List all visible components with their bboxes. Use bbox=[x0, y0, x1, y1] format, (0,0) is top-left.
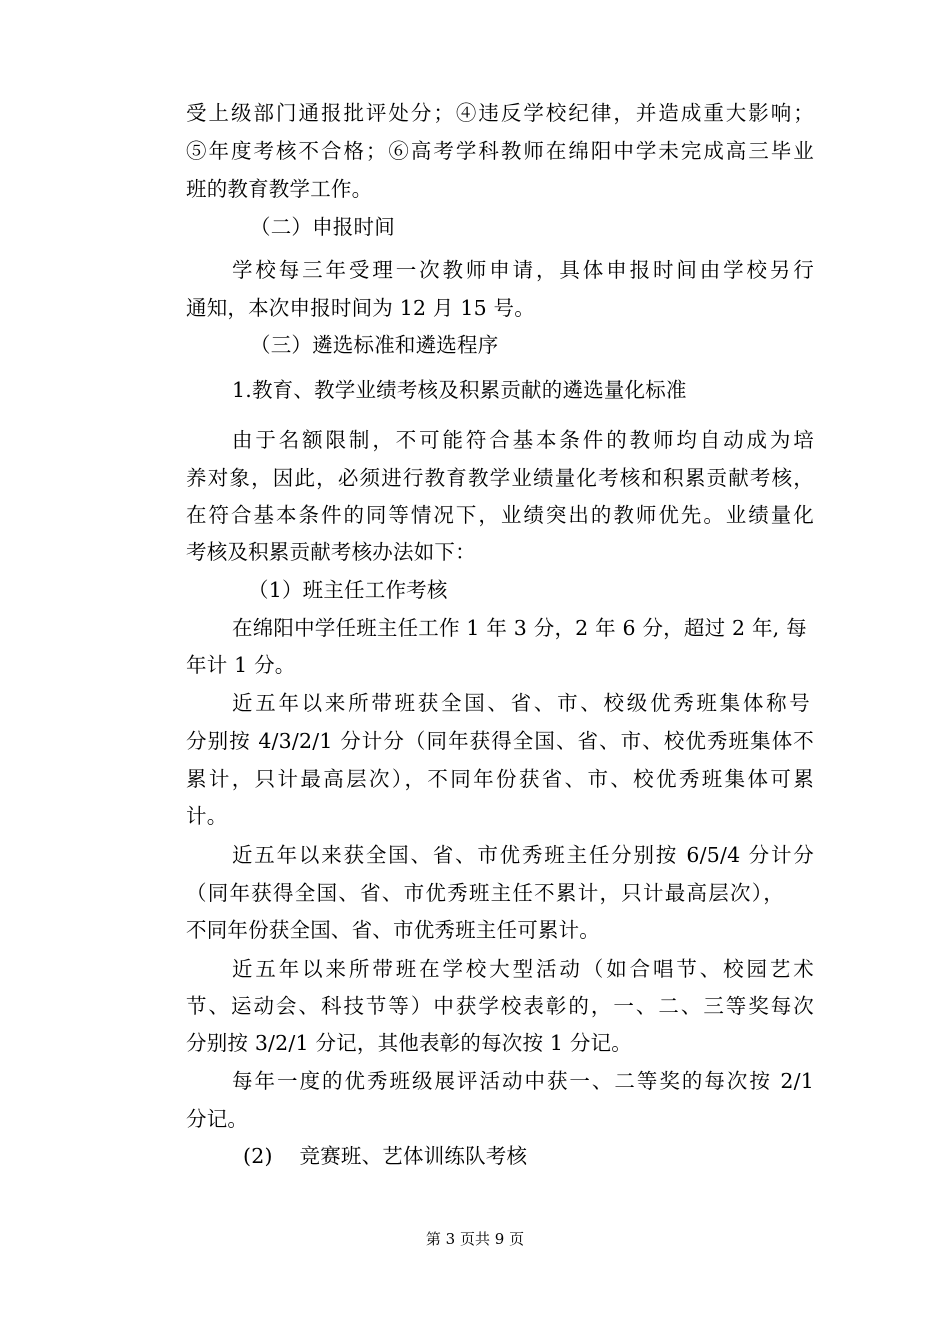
body-line-22: 不同年份获全国、省、市优秀班主任可累计。 bbox=[186, 918, 600, 942]
body-line-17: 分别按 4/3/2/1 分计分（同年获得全国、省、市、校优秀班集体不 bbox=[186, 729, 814, 753]
item-heading-headteacher: （1）班主任工作考核 bbox=[248, 578, 448, 602]
subsection-heading-1: 1.教育、教学业绩考核及积累贡献的遴选量化标准 bbox=[232, 378, 687, 402]
body-line-21: （同年获得全国、省、市优秀班主任不累计，只计最高层次）， bbox=[186, 881, 784, 905]
body-line-18: 累计，只计最高层次），不同年份获省、市、校优秀班集体可累 bbox=[186, 767, 814, 791]
item-heading-competition: (2) 竞赛班、艺体训练队考核 bbox=[243, 1144, 528, 1168]
section-heading-application-time: （二）申报时间 bbox=[250, 215, 395, 239]
body-line-24: 节、运动会、科技节等）中获学校表彰的，一、二、三等奖每次 bbox=[186, 994, 814, 1018]
body-line-6: 通知，本次申报时间为 12 月 15 号。 bbox=[186, 296, 535, 320]
body-line-25: 分别按 3/2/1 分记，其他表彰的每次按 1 分记。 bbox=[186, 1031, 632, 1055]
body-line-12: 考核及积累贡献考核办法如下： bbox=[186, 540, 476, 564]
body-line-5: 学校每三年受理一次教师申请，具体申报时间由学校另行 bbox=[232, 258, 814, 282]
body-line-9: 由于名额限制，不可能符合基本条件的教师均自动成为培 bbox=[232, 428, 814, 452]
page-number-footer: 第 3 页共 9 页 bbox=[425, 1230, 525, 1248]
body-line-15: 年计 1 分。 bbox=[186, 653, 296, 677]
body-line-16: 近五年以来所带班获全国、省、市、校级优秀班集体称号 bbox=[232, 691, 810, 715]
body-line-23: 近五年以来所带班在学校大型活动（如合唱节、校园艺术 bbox=[232, 957, 814, 981]
body-line-27: 分记。 bbox=[186, 1107, 249, 1131]
body-line-2: ⑤年度考核不合格；⑥高考学科教师在绵阳中学未完成高三毕业 bbox=[186, 139, 814, 163]
body-line-3: 班的教育教学工作。 bbox=[186, 177, 373, 201]
body-line-26: 每年一度的优秀班级展评活动中获一、二等奖的每次按 2/1 bbox=[232, 1069, 814, 1093]
body-line-14: 在绵阳中学任班主任工作 1 年 3 分，2 年 6 分，超过 2 年, 每 bbox=[232, 616, 807, 640]
section-heading-selection: （三）遴选标准和遴选程序 bbox=[250, 333, 499, 357]
body-line-20: 近五年以来获全国、省、市优秀班主任分别按 6/5/4 分计分 bbox=[232, 843, 814, 867]
body-line-19: 计。 bbox=[186, 804, 228, 828]
body-line-1: 受上级部门通报批评处分；④违反学校纪律，并造成重大影响； bbox=[186, 101, 814, 125]
body-line-11: 在符合基本条件的同等情况下，业绩突出的教师优先。业绩量化 bbox=[186, 503, 814, 527]
body-line-10: 养对象，因此，必须进行教育教学业绩量化考核和积累贡献考核， bbox=[186, 466, 814, 490]
